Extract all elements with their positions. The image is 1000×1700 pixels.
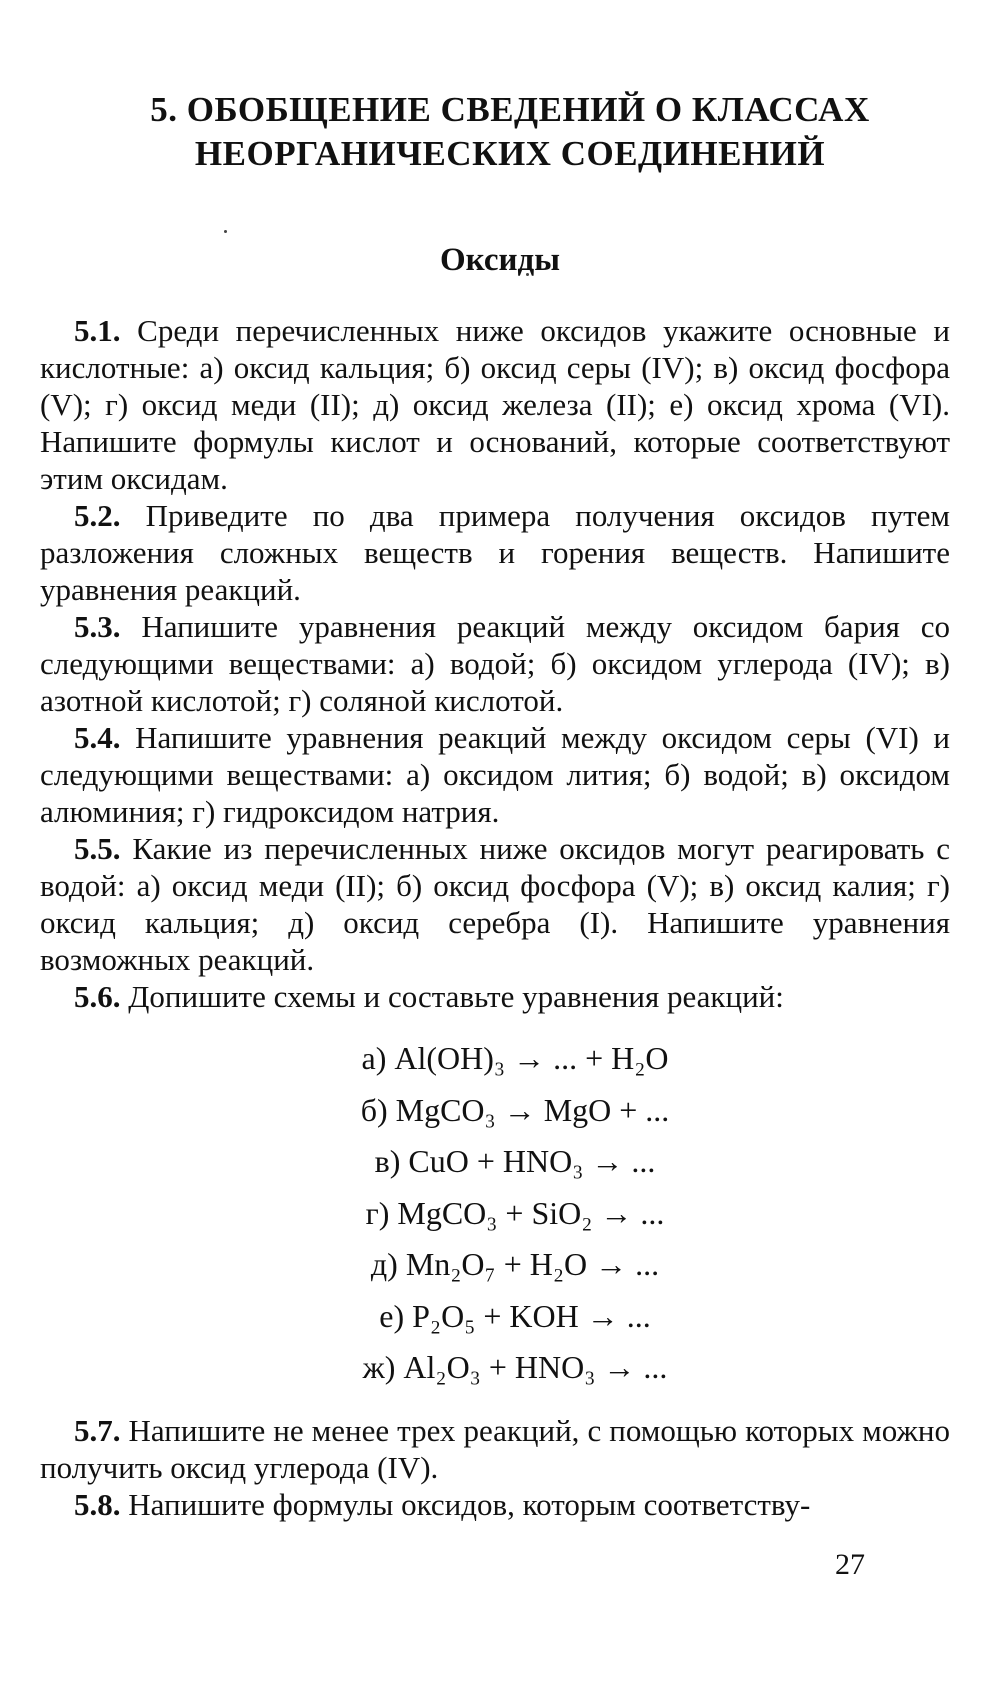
problem-text: Напишите не менее трех реакций, с помощью которых можно получить оксид углерода (IV). <box>40 1412 950 1485</box>
reaction-scheme-text: е) P₂O₅ + KOH → ... <box>379 1297 651 1334</box>
reaction-scheme-text: б) MgCO₃ → MgO + ... <box>360 1091 670 1128</box>
reaction-scheme <box>80 1136 950 1188</box>
problem-text: Какие из перечисленных ниже оксидов могут реагировать с водой: а) оксид меди (II); б) оксид фосфора (V); в) оксид калия; г) оксид кальция; д) оксид серебра (I). Напишите уравнения возможных реакций. <box>40 831 950 977</box>
problem-5-4 <box>40 719 950 830</box>
reaction-scheme <box>80 1188 950 1240</box>
problem-number: 5.5. <box>74 831 121 866</box>
problem-number: 5.6. <box>74 979 121 1014</box>
problem-5-2 <box>40 497 950 608</box>
reaction-scheme <box>80 1033 950 1085</box>
problem-number: 5.4. <box>74 720 121 755</box>
problem-5-6 <box>40 978 950 1015</box>
problem-5-1 <box>40 312 950 497</box>
reaction-scheme-text: в) CuO + HNO₃ → ... <box>374 1143 656 1179</box>
problem-number: 5.7. <box>74 1412 121 1448</box>
reaction-scheme-text: д) Mn₂O₇ + H₂O → ... <box>370 1246 660 1282</box>
reaction-scheme <box>80 1085 950 1137</box>
reaction-scheme <box>80 1342 950 1394</box>
problem-text: Среди перечисленных ниже оксидов укажите основные и кислотные: а) оксид кальция; б) оксид серы (IV); в) оксид фосфора (V); г) оксид меди (II); д) оксид железа (II); е) оксид хрома (VI). Напишите формулы кислот и оснований, которые соответствуют этим оксидам. <box>40 313 951 496</box>
problem-text: Напишите уравнения реакций между оксидом бария со следующими веществами: а) водой; б) оксидом углерода (IV); в) азотной кислотой; г) соляной кислотой. <box>40 609 950 718</box>
page-number: 27 <box>835 1548 865 1581</box>
reaction-scheme-text: г) MgCO₃ + SiO₂ → ... <box>365 1194 665 1231</box>
problem-number: 5.3. <box>74 609 121 644</box>
problem-text: Приведите по два примера получения оксидов путем разложения сложных веществ и горения веществ. Напишите уравнения реакций. <box>40 498 950 607</box>
problems-list <box>40 312 950 1523</box>
reaction-scheme <box>80 1291 950 1343</box>
problem-text: Напишите уравнения реакций между оксидом серы (VI) и следующими веществами: а) оксидом лития; б) водой; в) оксидом алюминия; г) гидроксидом натрия. <box>40 720 950 829</box>
reaction-scheme-text: ж) Al₂O₃ + HNO₃ → ... <box>362 1349 668 1385</box>
problem-text: Напишите формулы оксидов, которым соответству- <box>128 1486 811 1522</box>
reaction-scheme-text: а) Al(OH)₃ → ... + H₂O <box>361 1040 669 1076</box>
section-title: Оксиды <box>440 242 560 278</box>
problem-number: 5.8. <box>74 1486 121 1522</box>
reaction-scheme <box>80 1239 950 1291</box>
problem-5-3 <box>40 608 950 719</box>
problem-text: Допишите схемы и составьте уравнения реакций: <box>128 979 784 1014</box>
print-speck <box>224 230 227 233</box>
chapter-title-line-2: НЕОРГАНИЧЕСКИХ СОЕДИНЕНИЙ <box>194 134 826 173</box>
problem-5-5 <box>40 830 950 978</box>
chapter-title <box>60 88 960 176</box>
problem-number: 5.2. <box>74 498 121 533</box>
problem-5-8 <box>40 1486 950 1523</box>
problem-number: 5.1. <box>74 313 121 348</box>
problem-5-7 <box>40 1412 950 1486</box>
reaction-schemes <box>40 1033 950 1394</box>
chapter-title-line-1: 5. ОБОБЩЕНИЕ СВЕДЕНИЙ О КЛАССАХ <box>150 90 870 129</box>
